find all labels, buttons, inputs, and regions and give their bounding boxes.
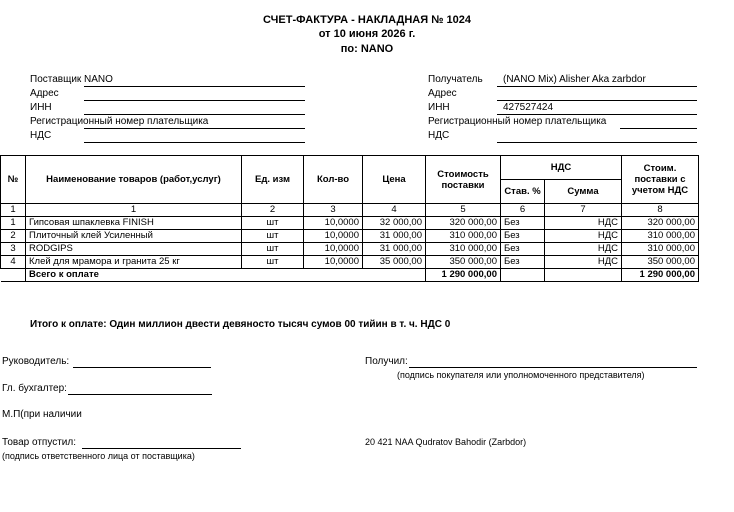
received-note: (подпись покупателя или уполномоченного представителя) <box>397 370 645 380</box>
stamp-label: М.П(при наличии <box>2 409 82 420</box>
supplier-vat-line <box>84 142 305 143</box>
table-row <box>1 256 699 269</box>
row-qty: 10,0000 <box>304 243 363 256</box>
released-note: (подпись ответственного лица от поставщика) <box>2 451 195 461</box>
supplier-vat-label: НДС <box>30 130 52 141</box>
row-qty: 10,0000 <box>304 230 363 243</box>
col-header-num: № <box>1 156 26 204</box>
row-vat-sum: НДС <box>545 217 622 230</box>
row-cost: 310 000,00 <box>426 230 501 243</box>
col-header-unit: Ед. изм <box>242 156 304 204</box>
col-header-price: Цена <box>363 156 426 204</box>
row-vat-sum: НДС <box>545 243 622 256</box>
total-label: Всего к оплате <box>26 269 426 282</box>
row-cost: 320 000,00 <box>426 217 501 230</box>
director-line <box>73 367 211 368</box>
col-header-total: Стоим. поставки с учетом НДС <box>622 156 699 204</box>
table-row <box>1 217 699 230</box>
total-vat-sum <box>545 269 622 282</box>
row-total: 310 000,00 <box>622 230 699 243</box>
col-number: 1 <box>26 204 242 217</box>
invoice-po: по: NANO <box>340 43 394 55</box>
director-label: Руководитель: <box>2 356 70 367</box>
recipient-vat-line <box>497 142 697 143</box>
total-row <box>1 269 699 282</box>
row-unit: шт <box>242 256 304 269</box>
row-unit: шт <box>242 243 304 256</box>
supplier-label: Поставщик <box>30 74 82 85</box>
table-row <box>1 243 699 256</box>
row-cost: 350 000,00 <box>426 256 501 269</box>
row-price: 32 000,00 <box>363 217 426 230</box>
row-price: 31 000,00 <box>363 243 426 256</box>
row-unit: шт <box>242 217 304 230</box>
col-header-vat-rate: Став. % <box>501 180 545 204</box>
row-qty: 10,0000 <box>304 217 363 230</box>
supplier-address-label: Адрес <box>30 88 59 99</box>
received-label: Получил: <box>365 356 408 367</box>
row-cost: 310 000,00 <box>426 243 501 256</box>
recipient-line <box>497 86 697 87</box>
row-vat-sum: НДС <box>545 230 622 243</box>
col-number: 1 <box>1 204 26 217</box>
row-vat-rate: Без <box>501 230 545 243</box>
recipient-address-label: Адрес <box>428 88 457 99</box>
row-total: 310 000,00 <box>622 243 699 256</box>
total-row-spacer <box>1 269 26 282</box>
row-unit: шт <box>242 230 304 243</box>
accountant-line <box>68 394 212 395</box>
row-num: 2 <box>1 230 26 243</box>
recipient-label: Получатель <box>428 74 483 85</box>
row-price: 31 000,00 <box>363 230 426 243</box>
col-number: 8 <box>622 204 699 217</box>
row-total: 350 000,00 <box>622 256 699 269</box>
row-vat-rate: Без <box>501 256 545 269</box>
col-header-vat-group: НДС <box>501 156 622 180</box>
items-table <box>0 155 699 282</box>
supplier-value: NANO <box>84 74 113 85</box>
row-name: Клей для мрамора и гранита 25 кг <box>26 256 242 269</box>
table-row <box>1 230 699 243</box>
recipient-reg-line <box>620 128 697 129</box>
col-number: 6 <box>501 204 545 217</box>
recipient-vat-label: НДС <box>428 130 450 141</box>
col-number: 4 <box>363 204 426 217</box>
invoice-title: СЧЕТ-ФАКТУРА - НАКЛАДНАЯ № 1024 <box>263 14 471 26</box>
row-price: 35 000,00 <box>363 256 426 269</box>
supplier-reg-line <box>84 128 305 129</box>
col-header-cost: Стоимость поставки <box>426 156 501 204</box>
row-name: Гипсовая шпаклевка FINISH <box>26 217 242 230</box>
col-header-name: Наименование товаров (работ,услуг) <box>26 156 242 204</box>
row-total: 320 000,00 <box>622 217 699 230</box>
supplier-address-line <box>84 100 305 101</box>
recipient-address-line <box>497 100 697 101</box>
row-qty: 10,0000 <box>304 256 363 269</box>
total-sum: 1 290 000,00 <box>622 269 699 282</box>
received-line <box>409 367 697 368</box>
driver-info: 20 421 NAA Qudratov Bahodir (Zarbdor) <box>365 437 527 447</box>
row-vat-rate: Без <box>501 217 545 230</box>
col-number: 5 <box>426 204 501 217</box>
row-vat-sum: НДС <box>545 256 622 269</box>
released-line <box>82 448 241 449</box>
col-number: 2 <box>242 204 304 217</box>
supplier-line <box>84 86 305 87</box>
accountant-label: Гл. бухгалтер: <box>2 383 67 394</box>
supplier-inn-line <box>84 114 305 115</box>
row-num: 4 <box>1 256 26 269</box>
col-header-qty: Кол-во <box>304 156 363 204</box>
invoice-date: от 10 июня 2026 г. <box>318 28 416 40</box>
sum-in-words: Итого к оплате: Один миллион двести девяносто тысяч сумов 00 тийин в т. ч. НДС 0 <box>30 319 451 330</box>
row-vat-rate: Без <box>501 243 545 256</box>
col-number: 7 <box>545 204 622 217</box>
row-num: 1 <box>1 217 26 230</box>
released-label: Товар отпустил: <box>2 437 76 448</box>
total-vat-rate <box>501 269 545 282</box>
row-name: RODGIPS <box>26 243 242 256</box>
col-header-vat-sum: Сумма <box>545 180 622 204</box>
supplier-inn-label: ИНН <box>30 102 52 113</box>
total-cost: 1 290 000,00 <box>426 269 501 282</box>
recipient-reg-label: Регистрационный номер плательщика <box>428 116 607 127</box>
recipient-value: (NANO Mix) Alisher Aka zarbdor <box>503 74 646 85</box>
row-num: 3 <box>1 243 26 256</box>
recipient-inn-value: 427527424 <box>503 102 554 113</box>
recipient-inn-label: ИНН <box>428 102 450 113</box>
row-name: Плиточный клей Усиленный <box>26 230 242 243</box>
recipient-inn-line <box>497 114 697 115</box>
supplier-reg-label: Регистрационный номер плательщика <box>30 116 209 127</box>
col-number: 3 <box>304 204 363 217</box>
